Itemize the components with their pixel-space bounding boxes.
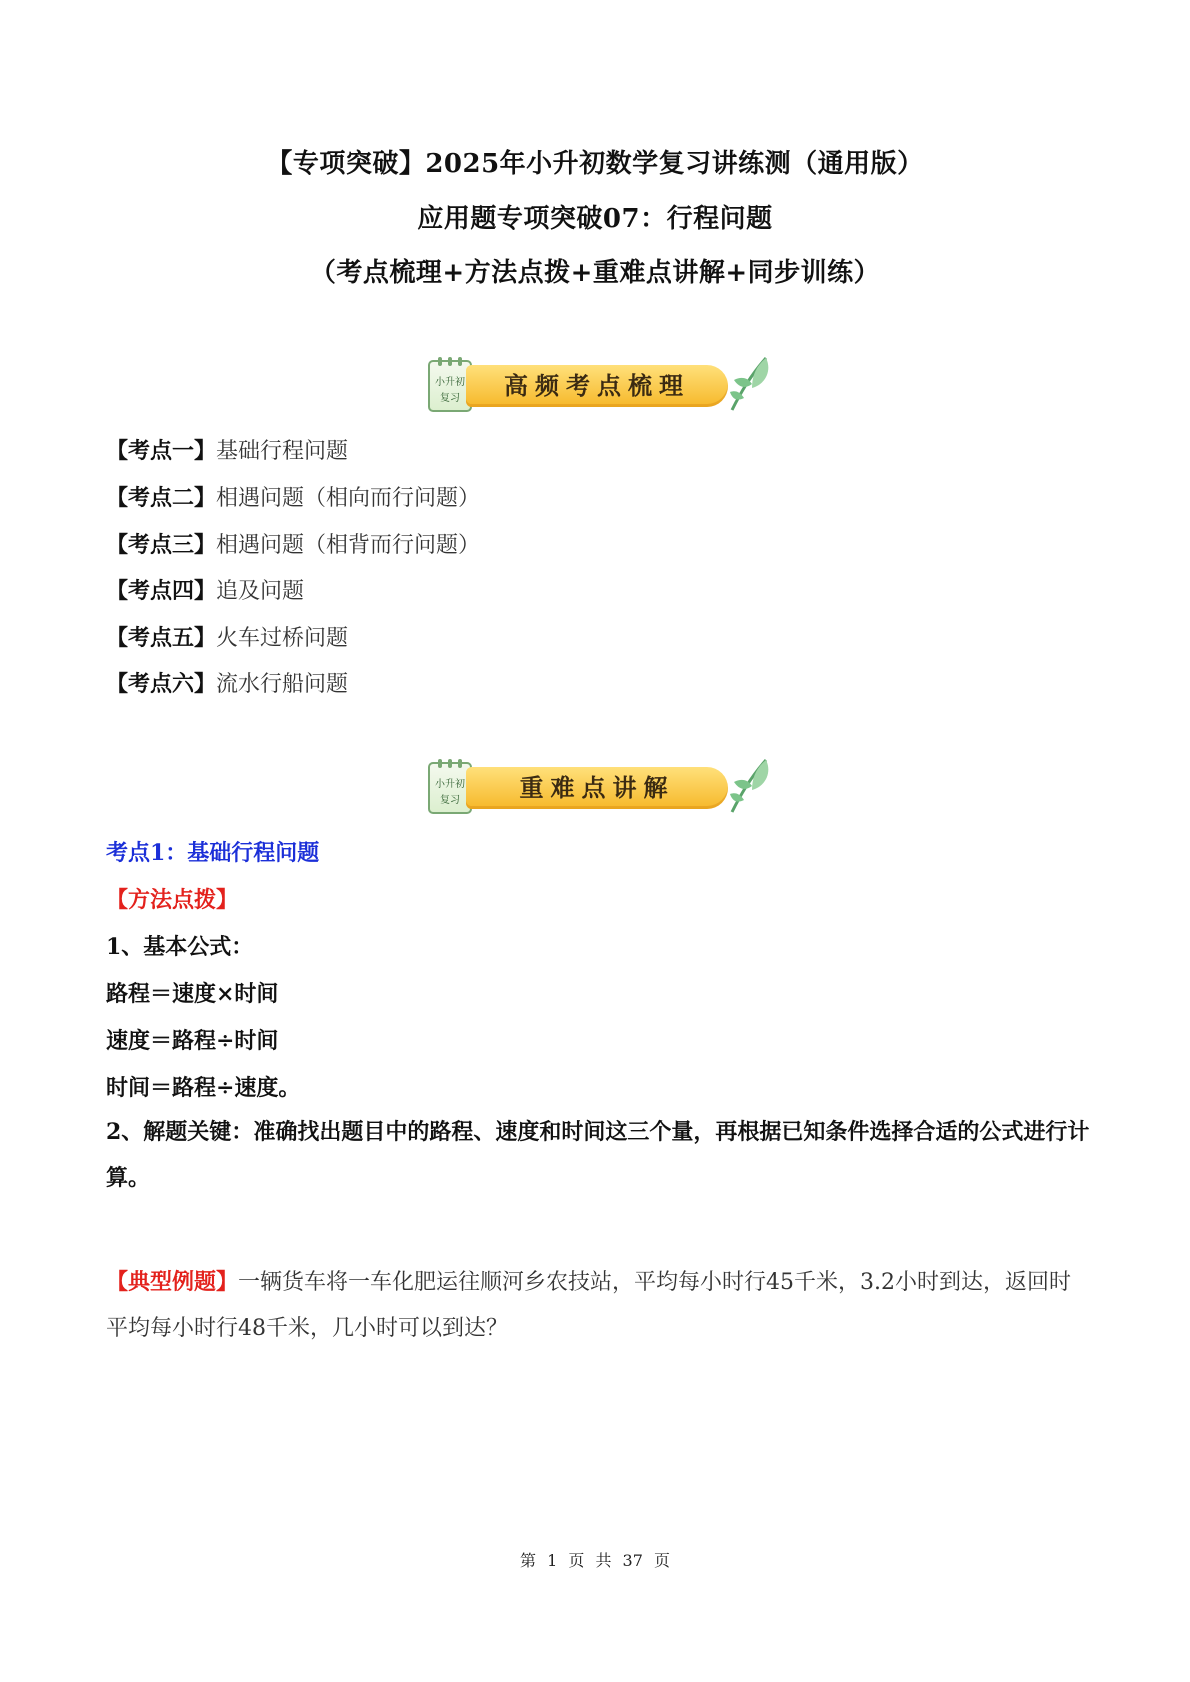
method-label: 【方法点拨】 (106, 887, 239, 913)
banner-label: 重难点讲解 (519, 774, 675, 802)
formula-distance: 路程＝速度×时间 (106, 981, 279, 1007)
list-item: 【考点五】火车过桥问题 (106, 625, 349, 651)
leaf-icon (726, 756, 772, 816)
notebook-icon: 小升初 复习 (428, 360, 472, 412)
banner-key-points (428, 760, 768, 818)
example-text: 一辆货车将一车化肥运往顺河乡农技站，平均每小时行45千米，3.2小时到达，返回时平均每小时行48千米，几小时可以到达？ (106, 1270, 1071, 1341)
banner-bar (466, 767, 728, 809)
list-item: 【考点三】相遇问题（相背而行问题） (106, 532, 481, 558)
example-paragraph (106, 1259, 1091, 1352)
banner-label: 高频考点梳理 (504, 372, 690, 400)
section-heading: 考点1：基础行程问题 (106, 840, 320, 866)
notebook-icon: 小升初 复习 (428, 762, 472, 814)
formula-time: 时间＝路程÷速度。 (106, 1075, 301, 1101)
banner-bar (466, 365, 728, 407)
leaf-icon (726, 354, 772, 414)
formula-intro: 1、基本公式： (106, 934, 254, 960)
document-subtitle-parts: （考点梳理+方法点拨+重难点讲解+同步训练） (309, 258, 881, 288)
banner-high-frequency (428, 358, 768, 416)
list-item: 【考点二】相遇问题（相向而行问题） (106, 485, 481, 511)
list-item: 【考点一】基础行程问题 (106, 438, 349, 464)
formula-speed: 速度＝路程÷时间 (106, 1028, 279, 1054)
document-title: 【专项突破】2025年小升初数学复习讲练测（通用版） (266, 149, 924, 179)
example-label: 【典型例题】 (106, 1269, 239, 1295)
page-footer: 第 1 页 共 37 页 (520, 1551, 670, 1570)
list-item: 【考点四】追及问题 (106, 578, 305, 604)
list-item: 【考点六】流水行船问题 (106, 671, 349, 697)
document-subtitle: 应用题专项突破07：行程问题 (417, 204, 773, 234)
key-paragraph: 2、解题关键：准确找出题目中的路程、速度和时间这三个量，再根据已知条件选择合适的公式进行计算。 (106, 1119, 1090, 1191)
